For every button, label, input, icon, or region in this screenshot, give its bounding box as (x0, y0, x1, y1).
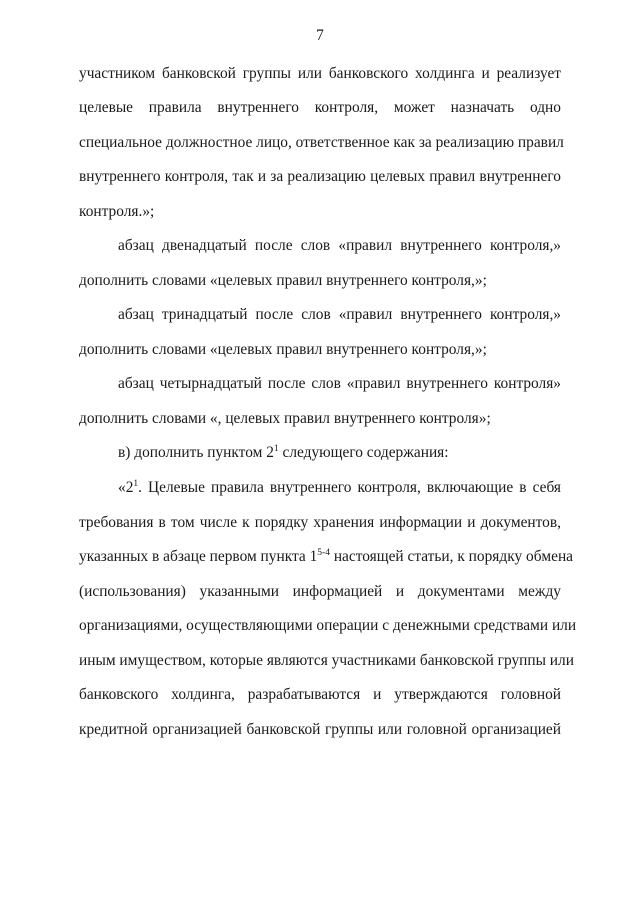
text-line: целевые правила внутреннего контроля, может назначать одно (79, 99, 561, 116)
text-line: иным имуществом, которые являются участниками банковской группы или (79, 652, 574, 669)
text-line: дополнить словами «целевых правил внутреннего контроля,»; (79, 341, 487, 358)
text-line (118, 478, 561, 498)
text-line (79, 547, 574, 567)
text-line: организациями, осуществляющими операции с денежными средствами или (79, 617, 577, 634)
text-line: (использования) указанными информацией и документами между (79, 583, 561, 600)
text-line: дополнить словами «, целевых правил внутреннего контроля»; (79, 410, 491, 427)
text-line: абзац четырнадцатый после слов «правил внутреннего контроля» (118, 375, 561, 392)
text-fragment: указанных в абзаце первом пункта 1 (79, 548, 318, 565)
text-line: кредитной организацией банковской группы или головной организацией (79, 721, 561, 738)
text-line: абзац тринадцатый после слов «правил внутреннего контроля,» (118, 306, 561, 323)
superscript: 1 (133, 479, 139, 489)
text-fragment: следующего содержания: (278, 444, 449, 461)
superscript: 5-4 (317, 548, 330, 558)
text-line: внутреннего контроля, так и за реализацию целевых правил внутреннего (79, 168, 561, 185)
text-fragment: настоящей статьи, к порядку обмена (329, 548, 574, 565)
text-line: банковского холдинга, разрабатываются и утверждаются головной (79, 686, 561, 703)
text-line: участником банковской группы или банковского холдинга и реализует (79, 65, 561, 82)
text-line: дополнить словами «целевых правил внутреннего контроля,»; (79, 272, 487, 289)
text-line: абзац двенадцатый после слов «правил внутреннего контроля,» (118, 237, 561, 254)
page-number: 7 (316, 27, 324, 44)
text-fragment: в) дополнить пунктом 2 (118, 444, 274, 461)
text-line: контроля.»; (79, 203, 155, 220)
text-fragment: «2 (118, 479, 134, 496)
superscript: 1 (273, 444, 279, 454)
text-line: требования в том числе к порядку хранения информации и документов, (79, 514, 561, 531)
text-line: специальное должностное лицо, ответственное как за реализацию правил (79, 134, 564, 151)
text-fragment: . Целевые правила внутреннего контроля, включающие в себя (138, 479, 561, 496)
text-line (118, 443, 561, 463)
